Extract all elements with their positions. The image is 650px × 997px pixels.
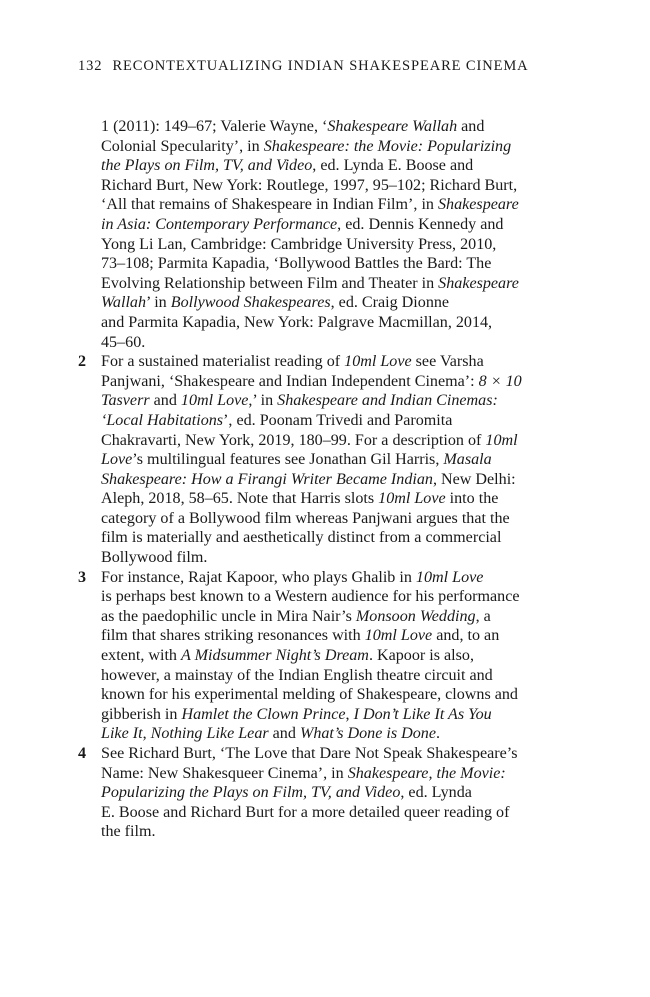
text-run: and: [268, 725, 300, 743]
italic-title: Shakespeare: [438, 196, 519, 214]
italic-title: 10ml Love: [344, 353, 412, 371]
endnote-line: [101, 528, 568, 548]
endnote-line: [101, 293, 568, 313]
endnote-line: [101, 411, 568, 431]
endnote: [78, 568, 568, 744]
endnote: [78, 352, 568, 568]
italic-title: I Don’t Like It As You: [353, 705, 492, 723]
text-run: , ed. Dennis Kennedy and: [337, 215, 504, 233]
text-run: , ed. Lynda E. Boose and: [312, 157, 474, 175]
text-run: Colonial Specularity’, in: [101, 137, 264, 155]
text-run: category of a Bollywood film whereas Panjwani argues that the: [101, 509, 510, 527]
endnote-number: 3: [78, 568, 87, 586]
italic-title: A Midsummer Night’s Dream: [181, 647, 369, 665]
text-run: See Richard Burt, ‘The Love that Dare Not Speak Shakespeare’s: [101, 745, 518, 762]
endnote: [78, 117, 568, 352]
italic-title: Shakespeare Wallah: [327, 118, 458, 135]
endnote-line: [101, 705, 568, 725]
text-run: , ed. Craig Dionne: [330, 294, 450, 312]
endnote-number: 4: [78, 745, 87, 762]
text-run: ‘All that remains of Shakespeare in Indian Film’, in: [101, 196, 438, 214]
text-run: , New Delhi:: [432, 470, 516, 488]
text-run: ,’ in: [248, 392, 278, 410]
text-run: ’ in: [146, 294, 171, 312]
endnote-line: [101, 685, 568, 705]
endnote-line: [101, 352, 568, 372]
endnote-line: [101, 156, 568, 176]
text-run: into the: [445, 490, 499, 508]
italic-title: Shakespeare, the Movie:: [347, 764, 506, 782]
text-run: and: [149, 392, 181, 410]
text-run: ’s multilingual features see Jonathan Gil Harris,: [132, 451, 444, 469]
text-run: ,: [142, 725, 151, 743]
text-run: Bollywood film.: [101, 549, 208, 567]
italic-title: Like It: [101, 725, 143, 743]
endnote-line: [101, 333, 568, 353]
text-run: ,: [345, 705, 354, 723]
italic-title: Shakespeare: the Movie: Popularizing: [263, 137, 512, 155]
text-run: film that shares striking resonances with: [101, 627, 365, 645]
endnote-line: [101, 724, 568, 744]
endnote-line: [101, 372, 568, 392]
italic-title: 10ml Love: [415, 568, 484, 586]
italic-title: in Asia: Contemporary Performance: [101, 215, 338, 233]
italic-title: ‘Local Habitations: [101, 411, 224, 429]
endnote-line: [101, 195, 568, 215]
text-run: For instance, Rajat Kapoor, who plays Ghalib in: [101, 568, 416, 586]
italic-title: Shakespeare: How a Firangi Writer Became Indian: [101, 470, 433, 488]
text-run: .: [435, 725, 441, 743]
endnote-line: [101, 607, 568, 627]
italic-title: Tasverr: [101, 392, 150, 410]
endnote-line: [101, 646, 568, 666]
text-run: Aleph, 2018, 58–65. Note that Harris slots: [101, 490, 379, 508]
text-run: and Parmita Kapadia, New York: Palgrave Macmillan, 2014,: [101, 313, 493, 331]
italic-title: Nothing Like Lear: [150, 725, 269, 743]
italic-title: 10ml: [485, 431, 518, 449]
endnote-line: [101, 117, 568, 137]
italic-title: Masala: [443, 451, 492, 469]
text-run: , ed. Lynda: [400, 784, 472, 802]
text-run: Yong Li Lan, Cambridge: Cambridge University Press, 2010,: [101, 235, 497, 253]
text-run: , a: [475, 607, 491, 625]
text-run: as the paedophilic uncle in Mira Nair’s: [101, 607, 356, 625]
endnote-line: [101, 470, 568, 490]
text-run: gibberish in: [101, 705, 182, 723]
text-run: ’, ed. Poonam Trivedi and Paromita: [223, 411, 453, 429]
running-head: [78, 58, 529, 75]
endnote-line: [101, 626, 568, 646]
text-run: known for his experimental melding of Shakespeare, clowns and: [101, 686, 518, 704]
endnote-line: [101, 431, 568, 451]
endnote-line: [101, 254, 568, 274]
endnote-line: [101, 548, 568, 568]
endnote-line: [101, 822, 568, 842]
text-run: extent, with: [101, 647, 182, 665]
text-run: and: [457, 118, 485, 135]
italic-title: Popularizing the Plays on Film, TV, and Video: [101, 784, 401, 802]
text-run: . Kapoor is also,: [368, 647, 474, 665]
endnote-line: [101, 489, 568, 509]
endnote-line: [101, 744, 568, 764]
italic-title: 10ml Love: [180, 392, 249, 410]
italic-title: What’s Done is Done: [299, 725, 436, 743]
endnote-number: 2: [78, 353, 87, 371]
endnote-line: [101, 176, 568, 196]
italic-title: Wallah: [101, 294, 147, 312]
italic-title: Shakespeare: [438, 274, 519, 292]
italic-title: Shakespeare and Indian Cinemas:: [277, 392, 498, 410]
italic-title: Love: [101, 451, 133, 469]
endnote-line: [101, 764, 568, 784]
endnote-line: [101, 509, 568, 529]
text-run: 1 (2011): 149–67; Valerie Wayne, ‘: [101, 118, 328, 135]
text-run: Chakravarti, New York, 2019, 180–99. For a description of: [101, 431, 486, 449]
endnote-line: [101, 587, 568, 607]
endnote-line: [101, 568, 568, 588]
endnote-line: [101, 803, 568, 823]
italic-title: 10ml Love: [364, 627, 433, 645]
text-run: 73–108; Parmita Kapadia, ‘Bollywood Battles the Bard: The: [101, 255, 492, 273]
text-run: Evolving Relationship between Film and Theater in: [101, 274, 439, 292]
text-run: film is materially and aesthetically distinct from a commercial: [101, 529, 502, 547]
text-run: 45–60.: [101, 333, 146, 351]
italic-title: Monsoon Wedding: [355, 607, 476, 625]
endnotes-list: [78, 117, 568, 842]
italic-title: 8 × 10: [478, 372, 522, 390]
endnote-line: [101, 235, 568, 255]
text-run: and, to an: [432, 627, 500, 645]
text-run: is perhaps best known to a Western audience for his performance: [101, 588, 520, 606]
text-run: the film.: [101, 823, 156, 841]
endnote-line: [101, 274, 568, 294]
text-run: however, a mainstay of the Indian English theatre circuit and: [101, 666, 493, 684]
text-run: For a sustained materialist reading of: [101, 353, 345, 371]
endnote-line: [101, 137, 568, 157]
endnote: [78, 744, 568, 842]
text-run: Richard Burt, New York: Routlege, 1997, 95–102; Richard Burt,: [101, 176, 518, 194]
italic-title: Hamlet the Clown Prince: [181, 705, 346, 723]
endnote-line: [101, 450, 568, 470]
italic-title: the Plays on Film, TV, and Video: [101, 157, 313, 175]
page-number: 132: [78, 58, 103, 74]
text-run: Panjwani, ‘Shakespeare and Indian Independent Cinema’:: [101, 372, 479, 390]
endnote-line: [101, 215, 568, 235]
endnote-line: [101, 391, 568, 411]
text-run: Name: New Shakesqueer Cinema’, in: [101, 764, 348, 782]
endnote-line: [101, 783, 568, 803]
endnote-line: [101, 313, 568, 333]
italic-title: Bollywood Shakespeares: [170, 294, 331, 312]
text-run: see Varsha: [411, 353, 484, 371]
endnote-line: [101, 666, 568, 686]
italic-title: 10ml Love: [378, 490, 446, 508]
running-title: RECONTEXTUALIZING INDIAN SHAKESPEARE CINEMA: [112, 58, 529, 74]
text-run: E. Boose and Richard Burt for a more detailed queer reading of: [101, 803, 510, 821]
